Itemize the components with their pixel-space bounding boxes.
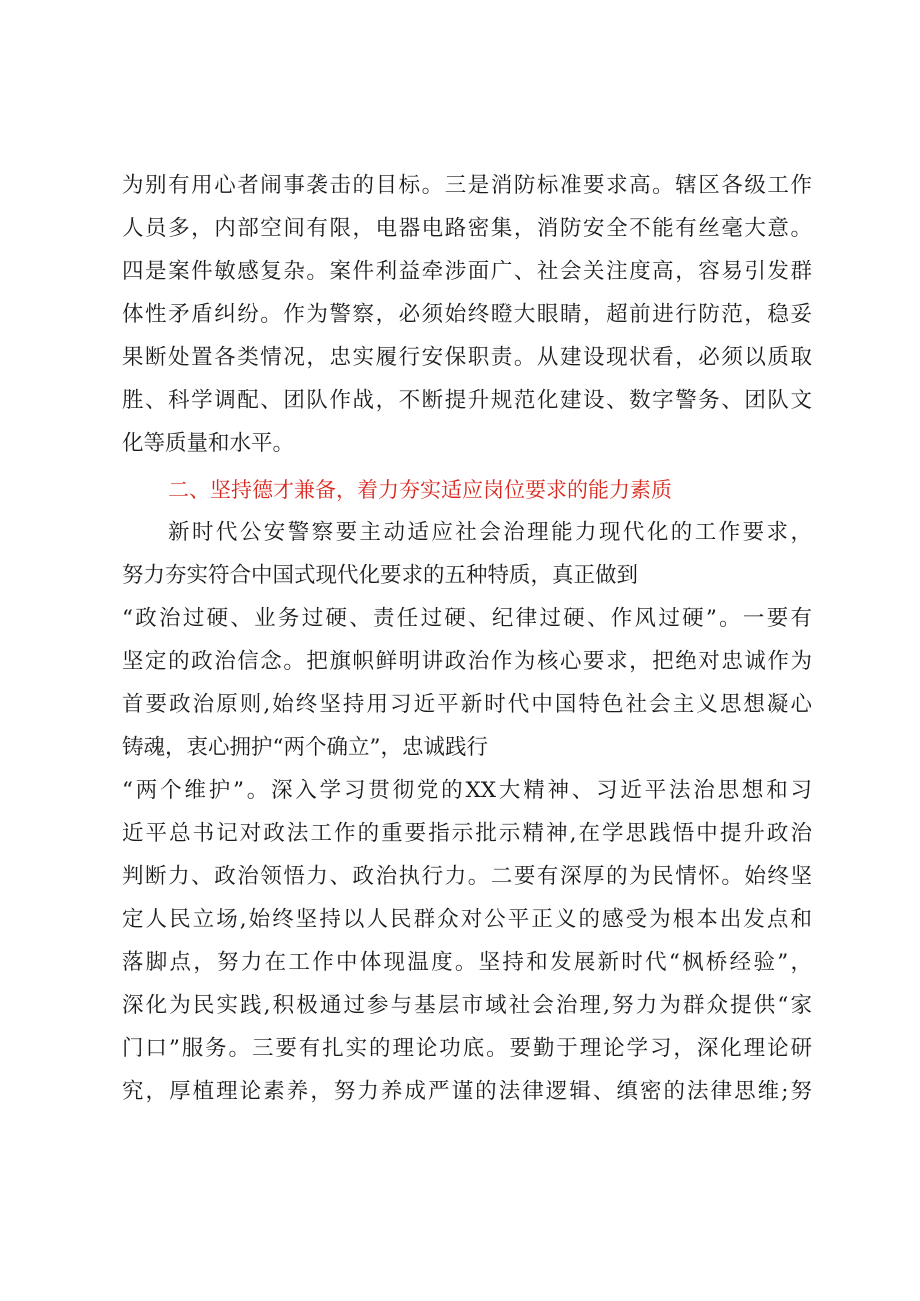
paragraph-line: “两个维护”。深入学习贯彻党的XX大精神、习近平法治思想和习 xyxy=(122,778,812,803)
paragraph-line: 四是案件敏感复杂。案件利益牵涉面广、社会关注度高，容易引发群 xyxy=(122,259,812,284)
paragraph-line: 定人民立场,始终坚持以人民群众对公平正义的感受为根本出发点和 xyxy=(122,907,812,932)
section-heading: 二、坚持德才兼备，着力夯实适应岗位要求的能力素质 xyxy=(168,478,672,502)
paragraph-line: 首要政治原则,始终坚持用习近平新时代中国特色社会主义思想凝心 xyxy=(122,692,812,717)
paragraph-line: 新时代公安警察要主动适应社会治理能力现代化的工作要求， xyxy=(168,520,812,545)
paragraph-line: 努力夯实符合中国式现代化要求的五种特质，真正做到 xyxy=(122,563,639,588)
paragraph-line: 化等质量和水平。 xyxy=(122,431,295,456)
paragraph-line: 判断力、政治领悟力、政治执行力。二要有深厚的为民情怀。始终坚 xyxy=(122,864,812,889)
paragraph-line: “政治过硬、业务过硬、责任过硬、纪律过硬、作风过硬”。一要有 xyxy=(122,606,812,631)
paragraph-line: 体性矛盾纠纷。作为警察，必须始终瞪大眼睛，超前进行防范，稳妥 xyxy=(122,302,812,327)
paragraph-line: 为别有用心者闹事袭击的目标。三是消防标准要求高。辖区各级工作 xyxy=(122,173,812,198)
paragraph-line: 坚定的政治信念。把旗帜鲜明讲政治作为核心要求，把绝对忠诚作为 xyxy=(122,649,812,674)
paragraph-line: 落脚点，努力在工作中体现温度。坚持和发展新时代“枫桥经验”， xyxy=(122,950,812,975)
paragraph-line: 深化为民实践,积极通过参与基层市域社会治理,努力为群众提供“家 xyxy=(122,993,812,1018)
paragraph-line: 果断处置各类情况，忠实履行安保职责。从建设现状看，必须以质取 xyxy=(122,345,812,370)
paragraph-line: 究，厚植理论素养，努力养成严谨的法律逻辑、缜密的法律思维;努 xyxy=(122,1079,812,1104)
paragraph-line: 铸魂，衷心拥护“两个确立”，忠诚践行 xyxy=(122,735,488,760)
paragraph-line: 近平总书记对政法工作的重要指示批示精神,在学思践悟中提升政治 xyxy=(122,821,812,846)
paragraph-line: 胜、科学调配、团队作战，不断提升规范化建设、数字警务、团队文 xyxy=(122,388,812,413)
paragraph-line: 人员多，内部空间有限，电器电路密集，消防安全不能有丝毫大意。 xyxy=(122,216,812,241)
paragraph-line: 门口”服务。三要有扎实的理论功底。要勤于理论学习，深化理论研 xyxy=(122,1036,812,1061)
